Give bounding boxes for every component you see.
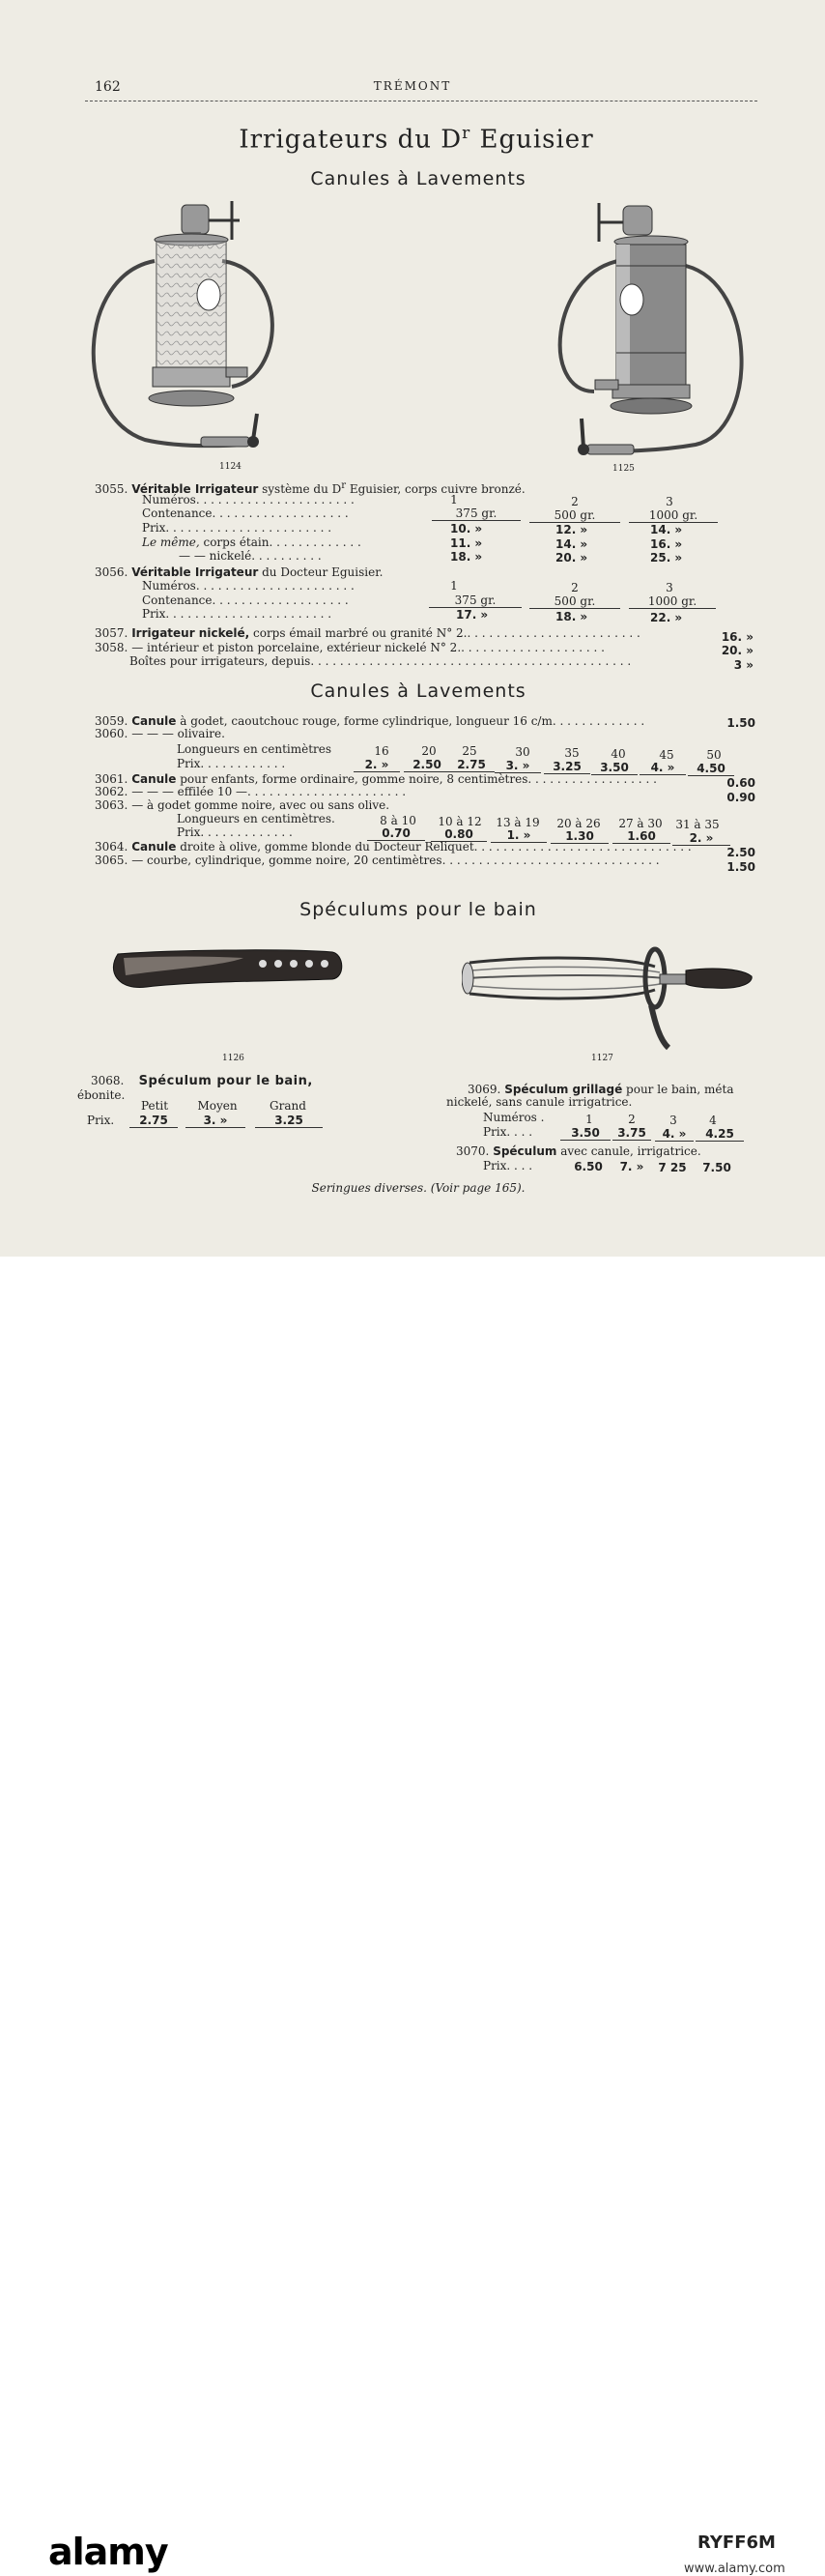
alamy-logo: alamy xyxy=(48,2531,168,2573)
item-3061: 3061. Canule pour enfants, forme ordinaire, gomme noire, 8 centimètres. . . . . . . . . . . . . . . . . . xyxy=(95,772,657,786)
item-3056-col: 2 xyxy=(571,581,579,594)
irrigator-illustration-1124 xyxy=(87,193,290,459)
item-3069-price: 4. » xyxy=(655,1127,694,1142)
item-3068-price: 3.25 xyxy=(255,1114,323,1128)
lengths1-price: 3.50 xyxy=(591,761,638,775)
stock-watermark-bar xyxy=(0,1257,825,2576)
item-boites: Boîtes pour irrigateurs, depuis. . . . . . . . . . . . . . . . . . . . . . . . . . . . . . . . . . . . . . . . . . . . xyxy=(129,654,632,668)
item-3062: 3062. — — — effilée 10 —. . . . . . . . . . . . . . . . . . . . . . xyxy=(95,785,407,798)
lengths2-label: Longueurs en centimètres. xyxy=(177,812,335,825)
item-3055-nickele-price: 18. » xyxy=(450,550,483,564)
lengths2-value: 10 à 12 xyxy=(438,815,482,828)
item-3064-price: 2.50 xyxy=(726,846,755,859)
item-3055-nickele-label: — — nickelé. . . . . . . . . . xyxy=(179,549,322,563)
item-3055-etain-price: 16. » xyxy=(650,537,683,551)
lengths2-price: 1.60 xyxy=(612,829,670,844)
item-3064: 3064. Canule droite à olive, gomme blonde du Docteur Reliquet. . . . . . . . . . . . . . . . . . . . . . . . . . . . . . xyxy=(95,840,692,854)
item-3061-price: 0.60 xyxy=(726,776,755,790)
item-3057-price: 16. » xyxy=(721,630,754,644)
item-3055-heading: 3055. Véritable Irrigateur système du $D^r$ Eguisier, corps cuivre bronzé. xyxy=(95,480,526,496)
item-3069-price: 3.50 xyxy=(560,1126,611,1141)
item-3068-size: Grand xyxy=(270,1099,306,1113)
item-3068-price: 3. » xyxy=(185,1114,245,1128)
lengths1-price: 4. » xyxy=(640,761,686,775)
lengths1-price: 4.50 xyxy=(688,762,734,776)
item-3070-price: 6.50 xyxy=(574,1160,603,1173)
figure-number-1126: 1126 xyxy=(222,1054,244,1063)
item-3056-prix-label: Prix. . . . . . . . . . . . . . . . . . . . . . . xyxy=(142,607,332,621)
item-3068-desc: ébonite. xyxy=(77,1088,126,1102)
item-3056-price: 22. » xyxy=(650,611,683,624)
item-3069-prix-label: Prix. . . . xyxy=(483,1125,533,1139)
item-3055-contenance: 1000 gr. xyxy=(629,508,718,523)
lengths1-label: Longueurs en centimètres xyxy=(177,742,332,756)
item-3065-price: 1.50 xyxy=(726,860,755,874)
item-3056-contenance: 1000 gr. xyxy=(629,594,716,609)
item-3055-nickele-price: 20. » xyxy=(555,551,588,564)
lengths1-value: 25 xyxy=(462,744,477,758)
page-footer: Seringues diverses. (Voir page 165). xyxy=(311,1181,526,1195)
image-id: RYFF6M xyxy=(697,2533,776,2553)
item-3062-price: 0.90 xyxy=(726,791,755,804)
lengths1-value: 50 xyxy=(706,748,722,762)
figure-number-1124: 1124 xyxy=(219,462,242,472)
item-3070-price: 7 25 xyxy=(658,1161,687,1174)
lengths2-price: 2. » xyxy=(672,831,730,846)
item-3069-desc: nickelé, sans canule irrigatrice. xyxy=(446,1095,633,1109)
item-3056-heading: 3056. Véritable Irrigateur du Docteur Eguisier. xyxy=(95,565,384,579)
item-boites-price: 3 » xyxy=(733,658,754,672)
lengths1-value: 16 xyxy=(374,744,389,758)
lengths1-prix-label: Prix. . . . . . . . . . . . xyxy=(177,757,286,770)
item-3070-heading: 3070. Spéculum avec canule, irrigatrice. xyxy=(456,1144,701,1158)
speculum-grillage-illustration xyxy=(462,945,756,1056)
item-3055-col: 2 xyxy=(571,495,579,508)
item-3069-numeros-label: Numéros . xyxy=(483,1111,545,1124)
lengths2-value: 8 à 10 xyxy=(380,814,416,827)
item-3070-prix-label: Prix. . . . xyxy=(483,1159,533,1172)
lengths2-price: 0.70 xyxy=(367,826,425,841)
item-3055-contenance: 375 gr. xyxy=(432,507,521,521)
item-3060: 3060. — — — olivaire. xyxy=(95,727,225,740)
item-3068-size: Moyen xyxy=(197,1099,238,1113)
item-3055-etain-price: 14. » xyxy=(555,537,588,551)
item-3055-col: 1 xyxy=(450,493,458,507)
lengths2-value: 31 à 35 xyxy=(675,818,720,831)
item-3056-contenance: 375 gr. xyxy=(429,593,522,608)
item-3055-price: 12. » xyxy=(555,523,588,536)
item-3055-price: 10. » xyxy=(450,522,483,535)
item-3057: 3057. Irrigateur nickelé, corps émail marbré ou granité N° 2.. . . . . . . . . . . . . . . . . . . . . . . . xyxy=(95,626,640,640)
item-3055-contenance-label: Contenance. . . . . . . . . . . . . . . . . . . xyxy=(142,507,349,520)
page-title: Irrigateurs du $D^r$ Eguisier xyxy=(239,124,594,155)
item-3065: 3065. — courbe, cylindrique, gomme noire, 20 centimètres. . . . . . . . . . . . . . . . . . . . . . . . . . . . . . xyxy=(95,854,660,867)
item-3055-price: 14. » xyxy=(650,523,683,536)
item-3069-col: 3 xyxy=(669,1114,677,1127)
item-3056-contenance-label: Contenance. . . . . . . . . . . . . . . . . . . xyxy=(142,593,349,607)
watermark-url: www.alamy.com xyxy=(684,2562,785,2576)
lengths1-price: 2. » xyxy=(354,758,400,772)
speculum-ebonite-illustration xyxy=(108,942,350,1000)
item-3055-col: 3 xyxy=(666,495,673,508)
lengths1-value: 35 xyxy=(564,746,580,760)
figure-number-1125: 1125 xyxy=(612,464,635,474)
item-3068-price: 2.75 xyxy=(129,1114,178,1128)
item-3058-price: 20. » xyxy=(721,644,754,657)
running-head: TRÉMONT xyxy=(373,79,452,93)
item-3059-price: 1.50 xyxy=(726,716,755,730)
item-3056-contenance: 500 gr. xyxy=(529,594,620,609)
lengths1-price: 2.50 xyxy=(404,758,450,772)
item-3055-etain-price: 11. » xyxy=(450,536,483,550)
lengths1-price: 2.75 xyxy=(448,758,495,772)
item-3069-col: 4 xyxy=(709,1114,717,1127)
item-3063: 3063. — à godet gomme noire, avec ou sans olive. xyxy=(95,798,390,812)
item-3059: 3059. Canule à godet, caoutchouc rouge, forme cylindrique, longueur 16 c/m. . . . . . . . . . . . . xyxy=(95,714,645,728)
item-3055-contenance: 500 gr. xyxy=(529,508,620,523)
item-3069-col: 1 xyxy=(585,1113,593,1126)
lengths1-value: 20 xyxy=(421,744,437,758)
page-subtitle: Canules à Lavements xyxy=(310,168,526,189)
item-3055-nickele-price: 25. » xyxy=(650,551,683,564)
irrigator-illustration-1125 xyxy=(551,198,754,459)
item-3070-price: 7. » xyxy=(619,1160,644,1173)
item-3069-price: 3.75 xyxy=(612,1126,651,1141)
item-3055-prix-label: Prix. . . . . . . . . . . . . . . . . . . . . . . xyxy=(142,521,332,535)
lengths1-value: 40 xyxy=(611,747,626,761)
lengths1-value: 45 xyxy=(659,748,674,762)
lengths1-price: 3. » xyxy=(495,759,541,773)
figure-number-1127: 1127 xyxy=(591,1054,613,1063)
lengths2-value: 20 à 26 xyxy=(556,817,601,830)
item-3056-col: 3 xyxy=(666,581,673,594)
lengths2-price: 1.30 xyxy=(551,829,609,844)
item-3056-col: 1 xyxy=(450,579,458,593)
item-3070-price: 7.50 xyxy=(702,1161,731,1174)
lengths2-price: 1. » xyxy=(491,828,547,843)
lengths2-value: 13 à 19 xyxy=(496,816,540,829)
lengths2-prix-label: Prix. . . . . . . . . . . . . xyxy=(177,825,293,839)
lengths1-price: 3.25 xyxy=(544,760,590,774)
item-3069-price: 4.25 xyxy=(696,1127,744,1142)
item-3056-price: 18. » xyxy=(555,610,588,623)
lengths2-price: 0.80 xyxy=(431,827,487,842)
item-3055-numeros-label: Numéros. . . . . . . . . . . . . . . . . . . . . . xyxy=(142,493,355,507)
item-3056-numeros-label: Numéros. . . . . . . . . . . . . . . . . . . . . . xyxy=(142,579,355,593)
item-3068-prix-label: Prix. xyxy=(87,1114,115,1127)
item-3069-col: 2 xyxy=(628,1113,636,1126)
section-title-canules: Canules à Lavements xyxy=(310,680,526,702)
page-number: 162 xyxy=(95,79,121,95)
catalog-page xyxy=(0,0,825,1257)
lengths1-value: 30 xyxy=(515,745,530,759)
item-3069-heading: 3069. Spéculum grillagé pour le bain, méta xyxy=(468,1083,734,1096)
item-3055-etain-label: Le même, corps étain. . . . . . . . . . . . . xyxy=(142,535,361,549)
item-3068-size: Petit xyxy=(140,1099,169,1113)
item-3068-heading: 3068. Spéculum pour le bain, xyxy=(91,1074,313,1088)
item-3058: 3058. — intérieur et piston porcelaine, extérieur nickelé N° 2.. . . . . . . . . . . . . . . . . . . . xyxy=(95,641,605,654)
item-3056-price: 17. » xyxy=(456,608,489,622)
lengths2-value: 27 à 30 xyxy=(618,817,663,830)
section-title-speculums: Spéculums pour le bain xyxy=(299,899,537,920)
